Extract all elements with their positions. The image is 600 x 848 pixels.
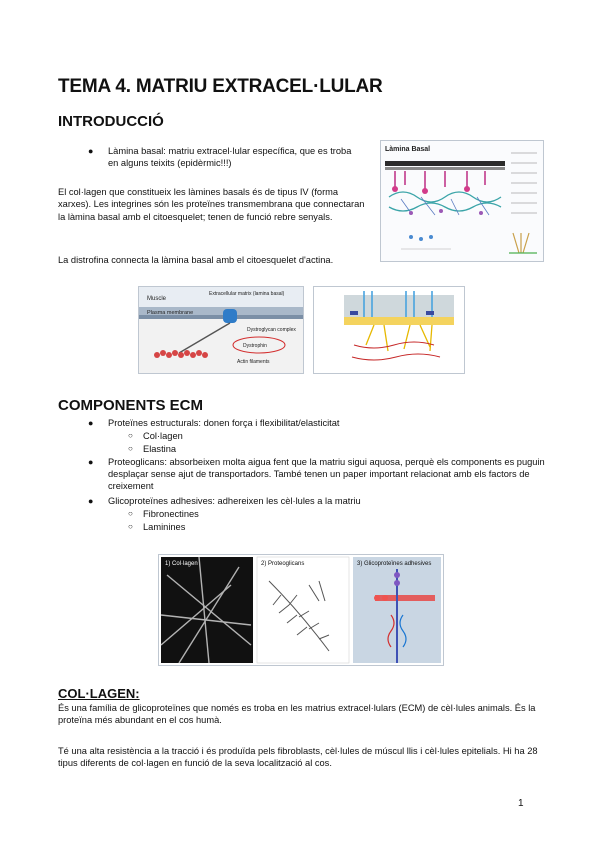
collagen-heading: COL·LAGEN: (58, 686, 140, 701)
page-number: 1 (518, 798, 524, 809)
component-item-structural: Proteïnes estructurals: donen força i flexibilitat/elasticitat (108, 418, 340, 428)
intro-paragraph-1: El col·lagen que constitueix les làmines basals és de tipus IV (forma xarxes). Les integrines són les proteïnes transmembrana que connectaran la làmina basal amb el citoesquelet; tenen de funció rebre senyals. (58, 187, 365, 222)
label-dystrophin: Dystrophin (243, 343, 267, 349)
collagen-paragraph-2: Té una alta resistència a la tracció i és produïda pels fibroblasts, cèl·lules de múscul llis i cèl·lules epitelials. Hi ha 28 tipus diferents de col·lagen en funció de la seva localització al cos. (58, 746, 538, 769)
sub-bullet-circle: ○ (128, 431, 133, 440)
component-item-glicoproteines: Glicoproteïnes adhesives: adhereixen les cèl·lules a la matriu (108, 496, 361, 506)
integrin-figure (313, 286, 465, 374)
intro-paragraph-2: La distrofina connecta la làmina basal amb el citoesquelet d'actina. (58, 255, 334, 265)
component-sub-collagen: Col·lagen (143, 431, 183, 441)
page-title: TEMA 4. MATRIU EXTRACEL·LULAR (58, 76, 383, 97)
bullet-dot: ● (88, 418, 94, 428)
collagen-paragraph-1: És una família de glicoproteïnes que només es troba en les matrius extracel·lulars (ECM) de cèl·lules animals. És la proteïna més abundant en el cos humà. (58, 703, 536, 726)
bullet-dot: ● (88, 457, 94, 467)
sub-bullet-circle: ○ (128, 444, 133, 453)
label-ecm: Extracellular matrix (lamina basal) (209, 291, 285, 297)
label-plasma-membrane: Plasma membrane (147, 310, 194, 316)
component-sub-elastina: Elastina (143, 444, 177, 454)
bullet-dot: ● (88, 146, 94, 156)
lamina-basal-figure (380, 140, 544, 262)
dystrophin-figure (138, 286, 304, 374)
intro-heading: INTRODUCCIÓ (58, 113, 164, 130)
bullet-dot: ● (88, 496, 94, 506)
component-sub-fibronectines: Fibronectines (143, 509, 199, 519)
ecm-components-figure (158, 554, 444, 666)
component-item-proteoglicans: Proteoglicans: absorbeixen molta aigua fent que la matriu sigui aquosa, perquè els components es puguin desplaçar sense ajut de transportadors. També tenen un paper important relacionat amb els factors de creixement (108, 457, 545, 491)
ecm-panel-collagen-label: 1) Col·lagen (165, 561, 198, 567)
intro-bullet: Làmina basal: matriu extracel·lular específica, que es troba en alguns teixits (epidèrmic!!!) (108, 146, 352, 168)
ecm-panel-glycoproteins-label: 3) Glicoproteïnes adhesives (357, 561, 432, 567)
component-sub-laminines: Laminines (143, 522, 186, 532)
label-dystroglycan: Dystroglycan complex (247, 327, 296, 333)
label-muscle: Muscle (147, 296, 167, 302)
sub-bullet-circle: ○ (128, 509, 133, 518)
components-heading: COMPONENTS ECM (58, 397, 204, 414)
ecm-panel-proteoglicans-label: 2) Proteoglicans (261, 561, 305, 567)
label-actin: Actin filaments (237, 359, 270, 365)
lamina-basal-title: Làmina Basal (385, 146, 431, 153)
sub-bullet-circle: ○ (128, 522, 133, 531)
